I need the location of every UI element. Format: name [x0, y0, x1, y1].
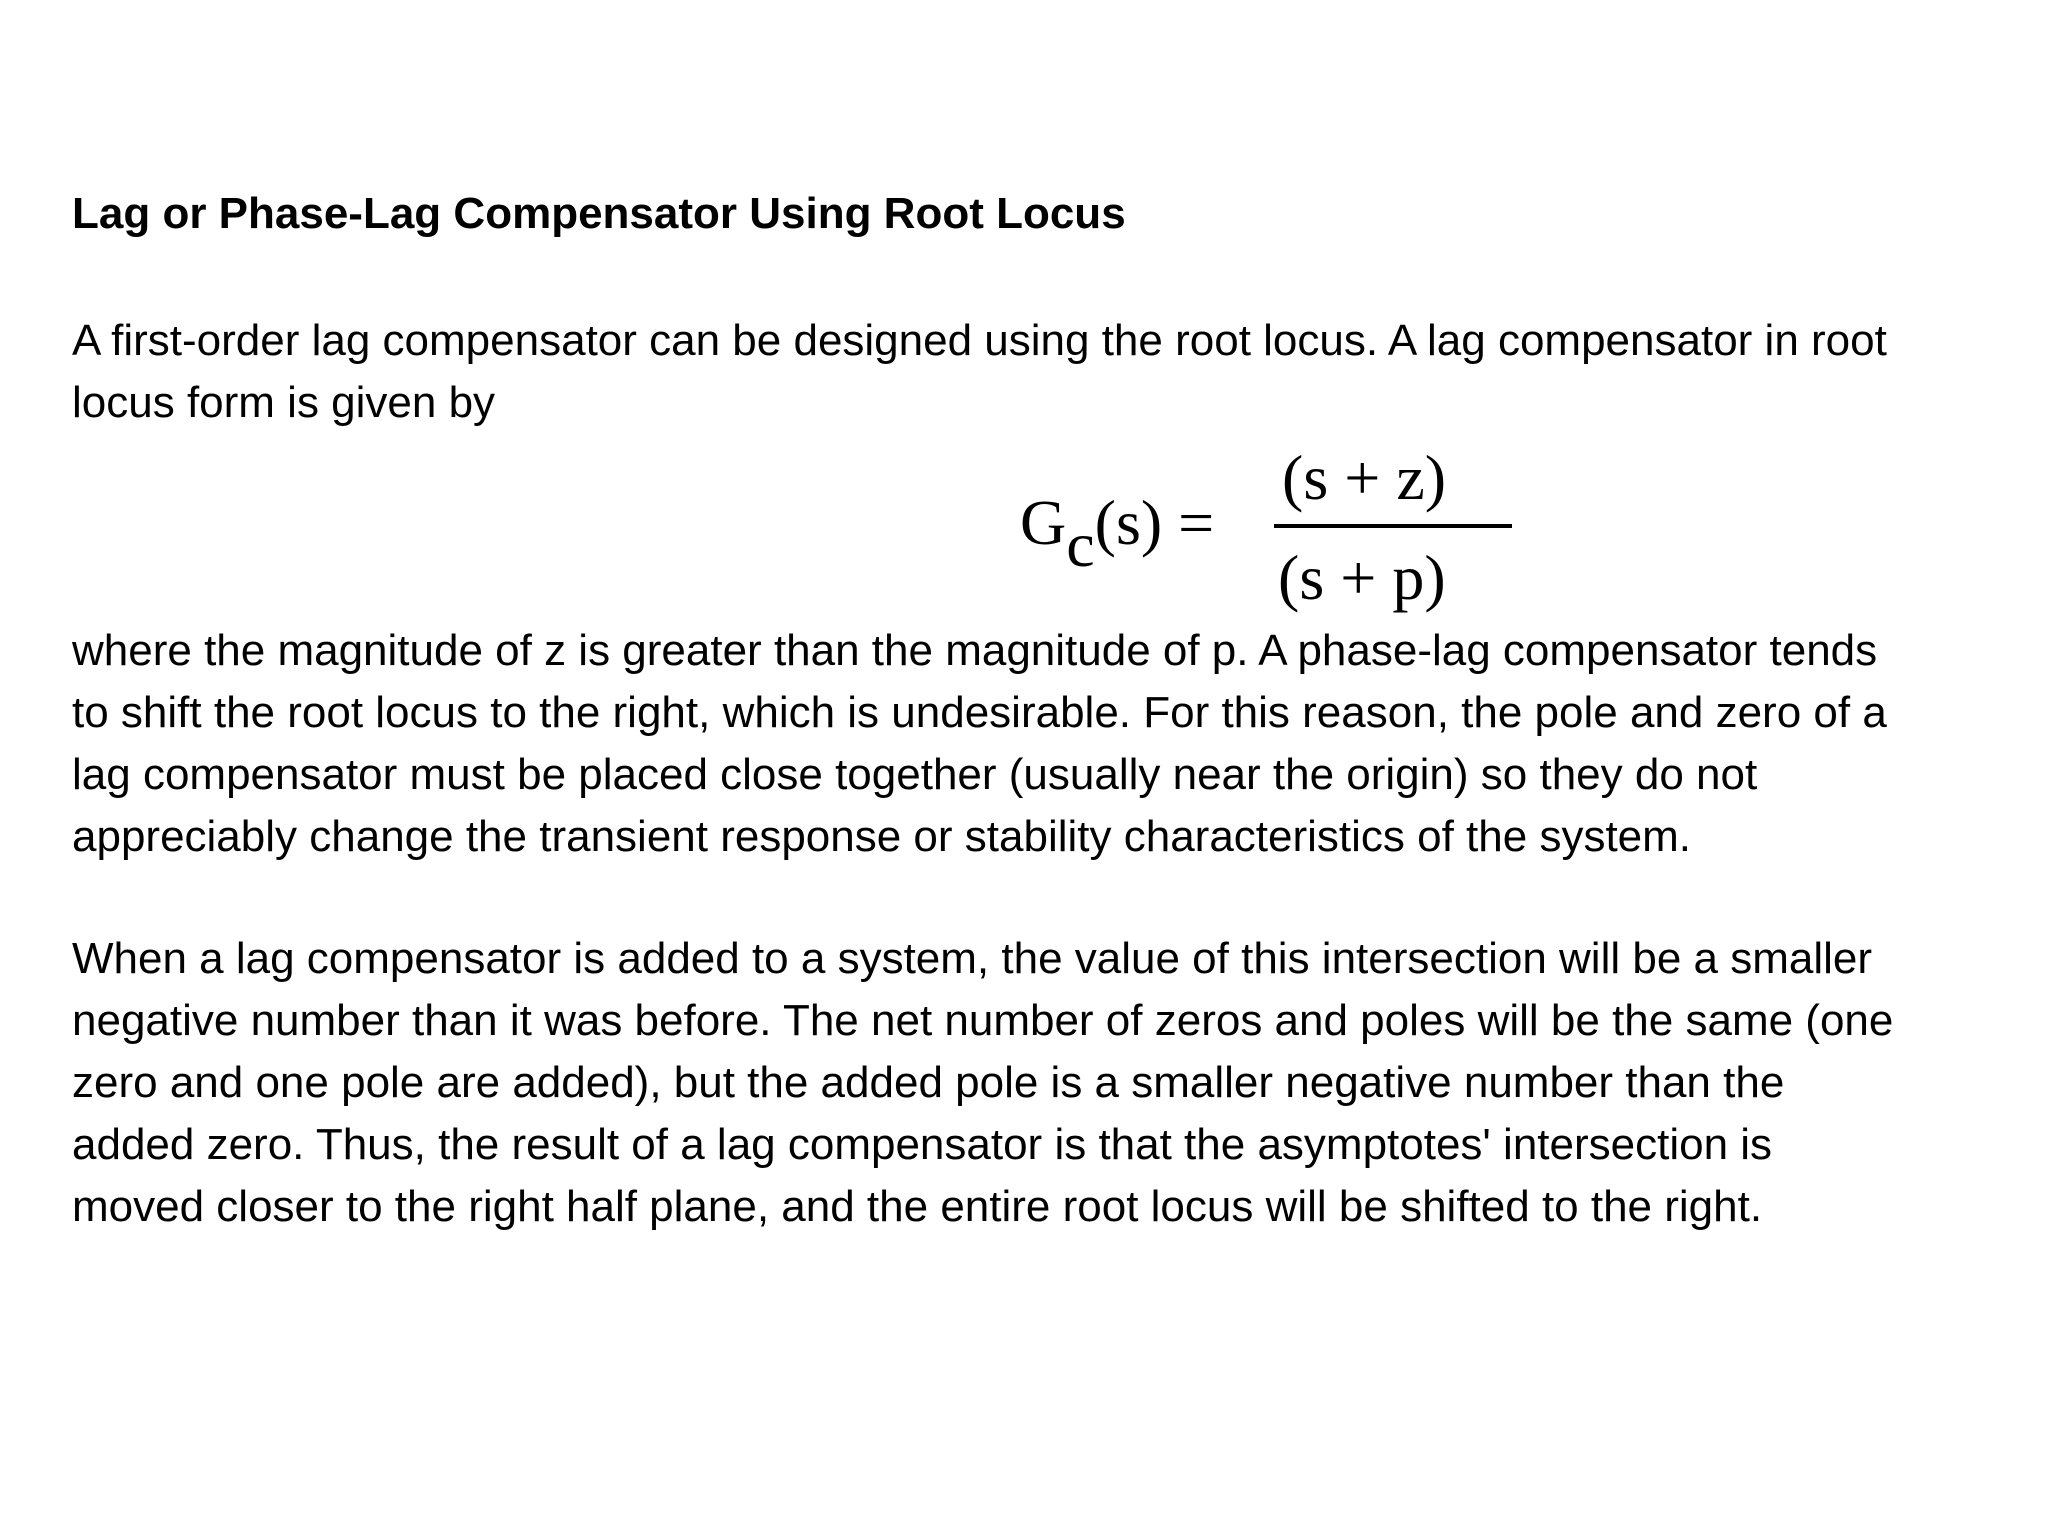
equation-symbol-g: G: [1020, 487, 1067, 558]
slide-title: Lag or Phase-Lag Compensator Using Root Locus: [72, 189, 1126, 238]
text-line: A first-order lag compensator can be designed using the root locus. A lag compensator in root: [72, 316, 1887, 365]
text-line: to shift the root locus to the right, which is undesirable. For this reason, the pole and zero of a: [72, 688, 1887, 737]
text-line: lag compensator must be placed close together (usually near the origin) so they do not: [72, 750, 1758, 799]
text-line: appreciably change the transient response or stability characteristics of the system.: [72, 812, 1692, 861]
text-line: negative number than it was before. The net number of zeros and poles will be the same (one: [72, 996, 1894, 1045]
equation-subscript: c: [1066, 509, 1095, 580]
text-line: locus form is given by: [72, 378, 496, 427]
text-line: zero and one pole are added), but the added pole is a smaller negative number than the: [72, 1058, 1785, 1107]
text-line: When a lag compensator is added to a system, the value of this intersection will be a smaller: [72, 934, 1873, 983]
text-line: added zero. Thus, the result of a lag compensator is that the asymptotes' intersection is: [72, 1120, 1773, 1169]
intro-paragraph: [72, 310, 2032, 434]
equation-argument: (s) =: [1094, 487, 1215, 558]
equation-numerator: (s + z): [1282, 442, 1447, 513]
transfer-function-equation: [1020, 440, 1520, 620]
effect-paragraph: [72, 928, 2032, 1238]
equation-lhs: [1020, 487, 1215, 580]
explanation-paragraph: [72, 620, 2032, 868]
equation-denominator: (s + p): [1278, 542, 1446, 613]
text-line: moved closer to the right half plane, and the entire root locus will be shifted to the right.: [72, 1182, 1763, 1231]
text-line: where the magnitude of z is greater than the magnitude of p. A phase-lag compensator tends: [72, 626, 1878, 675]
fraction-bar: [1274, 524, 1512, 528]
